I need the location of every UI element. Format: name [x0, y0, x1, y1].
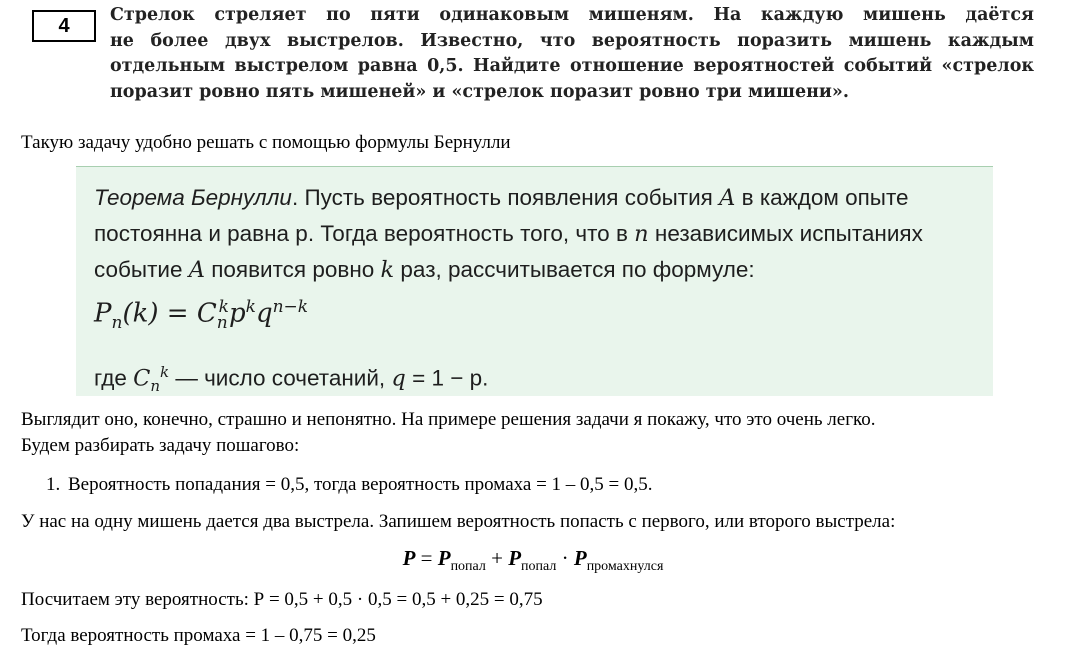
theorem-line-3: событие A появится ровно k раз, рассчитывается по формуле: — [94, 257, 755, 283]
paragraph-1-line-1: Выглядит оно, конечно, страшно и непонятно. На примере решения задачи я покажу, что это очень легко. — [21, 409, 876, 430]
problem-line-2: не более двух выстрелов. Известно, что вероятность поразить мишень каждым — [110, 31, 1034, 51]
theorem-box — [76, 166, 993, 396]
problem-number-box: 4 — [32, 10, 96, 42]
problem-line-3: отдельным выстрелом равна 0,5. Найдите отношение вероятностей событий «стрелок — [110, 56, 1034, 76]
intro-text: Такую задачу удобно решать с помощью формулы Бернулли — [21, 132, 511, 153]
list-item-step-1: 1. Вероятность попадания = 0,5, тогда вероятность промаха = 1 – 0,5 = 0,5. — [46, 474, 653, 495]
bernoulli-formula: $P_n(k) = C_n^kp^kq^{n-k}$ — [94, 297, 309, 333]
problem-block — [0, 0, 1066, 118]
theorem-line-1: Теорема Бернулли. Пусть вероятность появления события A в каждом опыте — [94, 185, 909, 211]
theorem-title: Теорема Бернулли — [94, 185, 292, 210]
list-number: 1. — [46, 474, 61, 495]
theorem-line-2: постоянна и равна р. Тогда вероятность того, что в n независимых испытаниях — [94, 221, 923, 247]
paragraph-2: У нас на одну мишень дается два выстрела. Запишем вероятность попасть с первого, или второго выстрела: — [21, 511, 896, 532]
theorem-where-line: где $C_n^k$ — число сочетаний, q = 1 − р. — [94, 363, 489, 395]
paragraph-4: Тогда вероятность промаха = 1 – 0,75 = 0,25 — [21, 625, 376, 646]
problem-line-1: Стрелок стреляет по пяти одинаковым мишеням. На каждую мишень даётся — [110, 5, 1034, 25]
problem-line-4: поразит ровно пять мишеней» и «стрелок поразит ровно три мишени». — [110, 82, 849, 102]
probability-equation: $P = P_{попал} + P_{попал} \cdot P_{промахнулся}$ — [402, 546, 664, 575]
paragraph-3: Посчитаем эту вероятность: Р = 0,5 + 0,5 · 0,5 = 0,5 + 0,25 = 0,75 — [21, 589, 543, 610]
paragraph-1-line-2: Будем разбирать задачу пошагово: — [21, 435, 300, 456]
